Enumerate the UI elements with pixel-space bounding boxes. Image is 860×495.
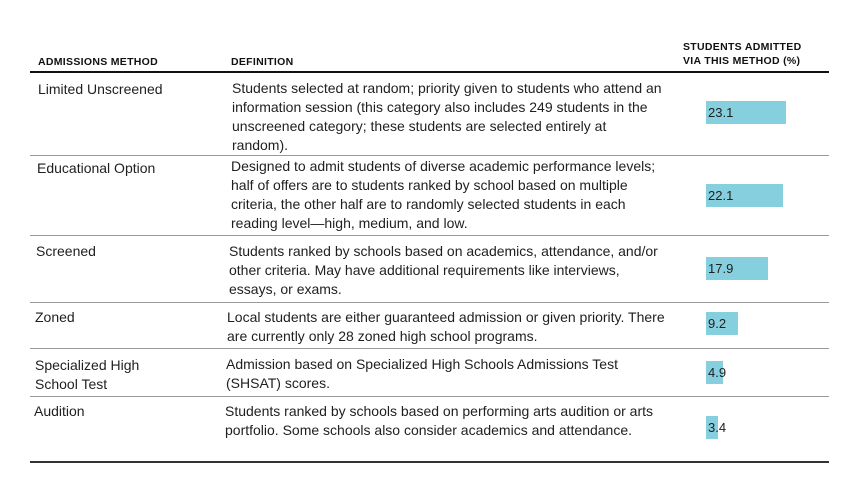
bar-value-label: 17.9 (708, 261, 734, 276)
bar-value-label: 9.2 (708, 316, 727, 331)
bar-value-label: 3.4 (708, 420, 727, 435)
row-definition: Students selected at random; priority given to students who attend an information session (this category also includes 249 students in the unscreened category; these students are selected entirely at random). (232, 80, 662, 153)
row-method: Specialized High School Test (35, 357, 140, 392)
header-students-admitted-line2: VIA THIS METHOD (%) (683, 55, 801, 67)
header-admissions-method: ADMISSIONS METHOD (38, 56, 159, 68)
row-divider (30, 348, 829, 349)
row-definition: Admission based on Specialized High Schools Admissions Test (SHSAT) scores. (226, 356, 618, 391)
header-students-admitted-line1: STUDENTS ADMITTED (683, 41, 802, 53)
row-definition: Students ranked by schools based on academics, attendance, and/or other criteria. May have additional requirements like interviews, essays, or exams. (229, 243, 658, 297)
bar-value-label: 22.1 (708, 188, 734, 203)
row-definition: Designed to admit students of diverse academic performance levels; half of offers are to students ranked by school based on multiple criteria, the other half are to randomly selected students in each reading level—high, medium, and low. (231, 158, 656, 231)
header-definition: DEFINITION (231, 56, 294, 68)
row-divider (30, 396, 829, 397)
row-divider (30, 235, 829, 236)
row-definition: Local students are either guaranteed admission or given priority. There are currently only 28 zoned high school programs. (227, 309, 665, 344)
bar-value-label: 4.9 (708, 365, 727, 380)
row-divider (30, 302, 829, 303)
row-definition: Students ranked by schools based on performing arts audition or arts portfolio. Some schools also consider academics and attendance. (225, 403, 654, 438)
header-rule (30, 71, 829, 73)
row-method: Screened (36, 243, 96, 259)
row-divider (30, 155, 829, 156)
row-method: Limited Unscreened (38, 81, 163, 97)
bar-value-label: 23.1 (708, 105, 734, 120)
table-bottom-rule (30, 461, 829, 463)
row-method: Audition (34, 403, 85, 419)
row-method: Zoned (35, 309, 75, 325)
row-method: Educational Option (37, 160, 156, 176)
